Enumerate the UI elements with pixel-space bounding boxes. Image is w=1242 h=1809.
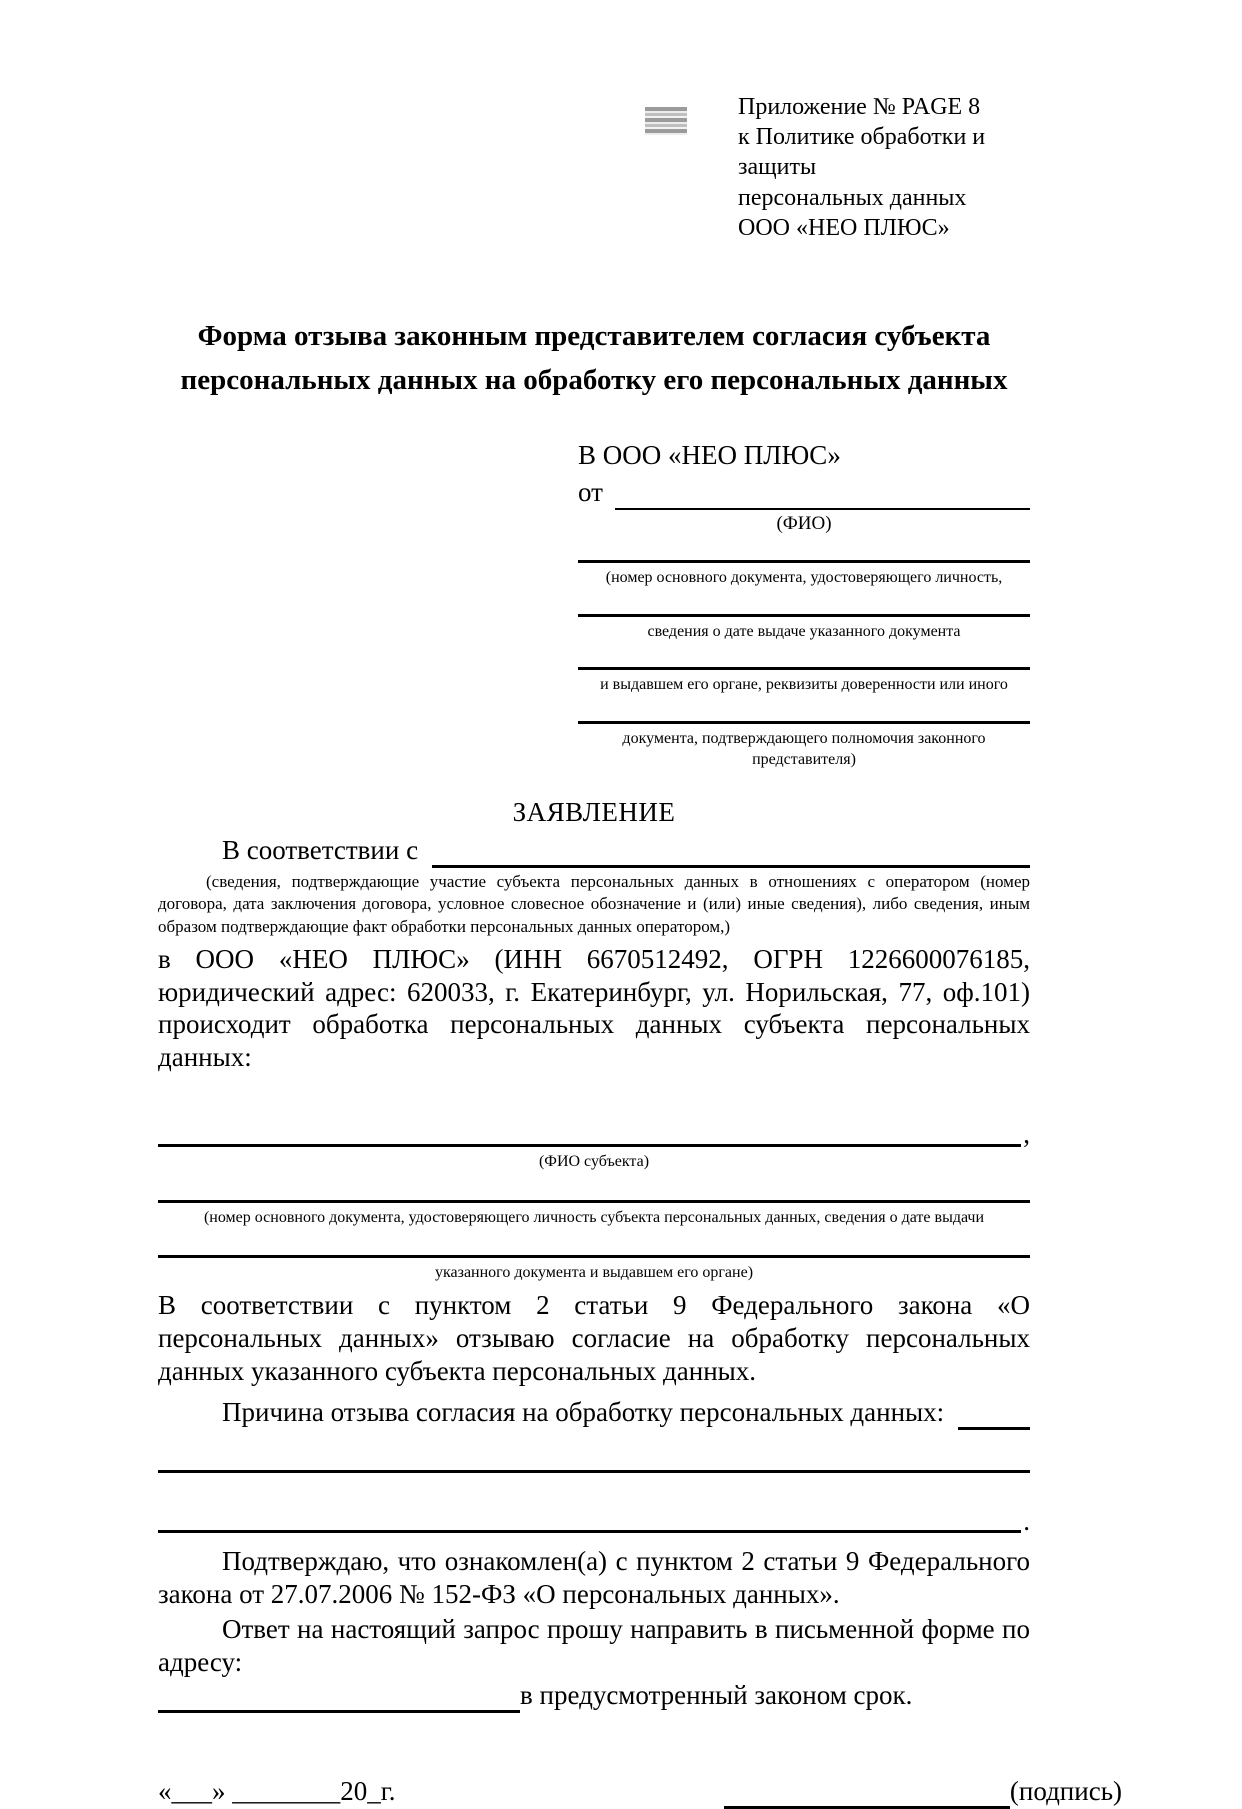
reply-address-blank-line	[158, 1710, 520, 1713]
field-code-icon	[645, 107, 687, 135]
fio-caption: (ФИО)	[776, 513, 832, 535]
blank-line-subject-document-2	[158, 1255, 1030, 1258]
caption-issuing-authority: и выдавшем его органе, реквизиты доверенности или иного	[600, 676, 1008, 694]
title-line-1: Форма отзыва законным представителем согласия субъекта	[197, 320, 991, 353]
blank-line-subject-document	[158, 1200, 1030, 1203]
according-blank-line	[432, 865, 1030, 868]
subject-fio-line-row	[158, 1119, 1030, 1150]
title-line-2: персональных данных на обработку его персональных данных	[180, 363, 1008, 396]
blank-line-document-number	[578, 560, 1030, 563]
addressee-block	[578, 438, 1030, 771]
header-policy-line: к Политике обработки и защиты	[738, 124, 986, 181]
header-personal-data-line: персональных данных	[738, 184, 967, 211]
blank-line-issue-date	[578, 614, 1030, 617]
reason-blank-line-3	[158, 1530, 1021, 1533]
signature-blank-line	[724, 1806, 1010, 1809]
caption-representative-authority: документа, подтверждающего полномочия законного представителя)	[622, 729, 986, 769]
blank-line-subject-fio	[158, 1144, 1021, 1147]
reason-label: Причина отзыва согласия на обработку персональных данных:	[222, 1397, 945, 1428]
reason-blank-line	[958, 1427, 1030, 1430]
reply-paragraph: Ответ на настоящий запрос прошу направить в письменной форме по адресу:	[158, 1614, 1030, 1678]
caption-document-number: (номер основного документа, удостоверяющего личность,	[605, 569, 1003, 587]
according-label: В соответствии с	[222, 834, 419, 865]
signature-group	[724, 1775, 1122, 1809]
subject-document-line-row	[158, 1200, 1030, 1203]
reason-line-suffix: .	[1023, 1505, 1030, 1536]
caption-issue-date: сведения о дате выдаче указанного документа	[647, 622, 961, 640]
caption-subject-document: (номер основного документа, удостоверяющего личность субъекта персональных данных, сведения о дате выдачи	[203, 1209, 985, 1227]
from-label: от	[578, 477, 603, 508]
document-title	[158, 315, 1030, 402]
subject-document-line-row-2	[158, 1255, 1030, 1258]
withdraw-paragraph: В соответствии с пунктом 2 статьи 9 Федерального закона «О персональных данных» отзываю согласие на обработку персональных данных указанного субъекта персональных данных.	[158, 1290, 1030, 1387]
caption-subject-document-2: указанного документа и выдавшем его органе)	[434, 1263, 754, 1281]
addressee-to: В ООО «НЕО ПЛЮС»	[578, 440, 841, 471]
reason-row	[158, 1396, 1030, 1430]
header-appendix-line: Приложение № PAGE 8	[738, 94, 981, 120]
date-blank-text: «___» ________20_г.	[158, 1775, 396, 1806]
header-company-line: ООО «НЕО ПЛЮС»	[738, 214, 950, 241]
from-blank-line	[615, 508, 1030, 510]
header-block	[738, 92, 1030, 243]
subject-fio-line-suffix: ,	[1023, 1119, 1030, 1150]
reply-suffix: в предусмотренный законом срок.	[520, 1680, 913, 1710]
operator-paragraph: в ООО «НЕО ПЛЮС» (ИНН 6670512492, ОГРН 1226600076185, юридический адрес: 620033, г. Екатеринбург, ул. Норильская, 77, оф.101) происходит обработка персональных данных субъекта персональных данных:	[158, 943, 1030, 1073]
reason-blank-line-3-row	[158, 1505, 1030, 1536]
blank-line-representative-authority	[578, 721, 1030, 724]
reply-address-row	[158, 1679, 1030, 1713]
reason-blank-line-2	[158, 1470, 1030, 1473]
statement-heading: ЗАЯВЛЕНИЕ	[512, 796, 676, 827]
according-row	[158, 834, 1030, 868]
signature-caption: (подпись)	[1009, 1775, 1122, 1806]
confirm-paragraph: Подтверждаю, что ознакомлен(а) с пунктом 2 статьи 9 Федерального закона от 27.07.2006 № 152-ФЗ «О персональных данных».	[158, 1546, 1030, 1610]
blank-line-issuing-authority	[578, 667, 1030, 670]
fine-print-caption: (сведения, подтверждающие участие субъекта персональных данных в отношениях с оператором (номер договора, дата заключения договора, условное словесное обозначение и (или) иные сведения), либо сведения, иным образом подтверждающие факт обработки персональных данных оператором,)	[158, 871, 1030, 936]
caption-subject-fio: (ФИО субъекта)	[538, 1152, 650, 1170]
from-row	[578, 476, 1030, 510]
footer-row	[158, 1775, 1122, 1809]
